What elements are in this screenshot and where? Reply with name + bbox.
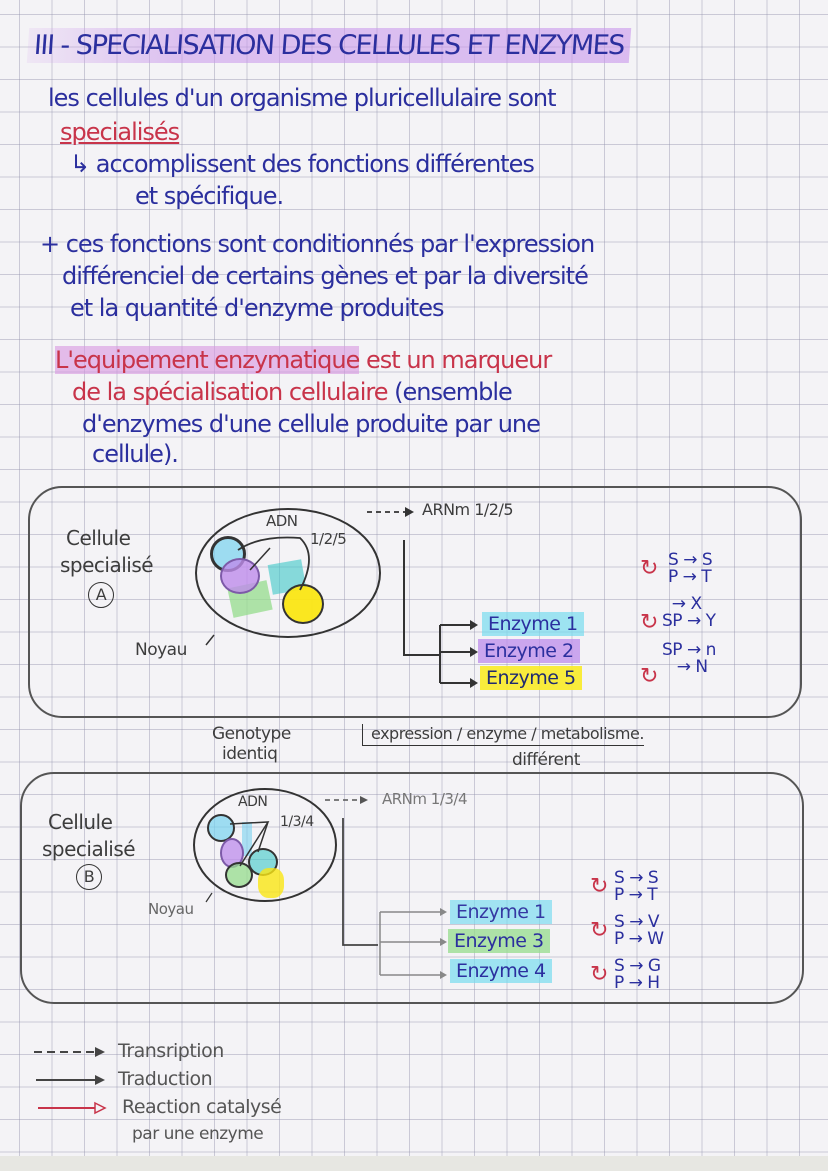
cell-a-badge: A [88, 582, 114, 608]
cell-a-enzyme-2: Enzyme 2 [478, 639, 580, 663]
cell-b-reaction-3: S → G P → H [614, 956, 661, 993]
paragraph-3-line-1 [55, 346, 551, 374]
cell-b-badge: B [76, 864, 102, 890]
enzymatic-equipment-highlight: L'equipement enzymatique [55, 346, 360, 374]
paragraph-3-line-2-rest: (ensemble [387, 378, 512, 406]
paragraph-1-line-4: et spécifique. [135, 182, 284, 210]
legend-catalysed-reaction-line-2: par une enzyme [132, 1124, 264, 1144]
cell-a-reaction-2: → X SP → Y [662, 594, 716, 631]
cell-b-enzyme-3: Enzyme 3 [448, 929, 550, 953]
specialises-term: specialisés [60, 118, 180, 146]
paragraph-1-line-1: les cellules d'un organisme pluricellulaire sont [48, 84, 556, 112]
paragraph-3-line-3: d'enzymes d'une cellule produite par une [82, 410, 540, 438]
cell-a-enzyme-5: Enzyme 5 [480, 666, 582, 690]
paragraph-2-line-2: différenciel de certains gènes et par la diversité [62, 262, 588, 290]
cell-a-nucleus-label: Noyau [135, 640, 187, 660]
gene-5-icon [258, 868, 284, 898]
catalysis-arrow-icon: ↻ [640, 556, 658, 581]
cell-b-reaction-2: S → V P → W [614, 912, 664, 949]
catalysis-arrow-icon: ↻ [590, 874, 608, 899]
cell-b-label-line-1: Cellule [48, 810, 113, 834]
cell-b-mrna-label: ARNm 1/3/4 [382, 790, 468, 808]
genotype-line-1: Genotype [212, 724, 291, 744]
cell-a-label-line-2: specialisé [60, 553, 154, 577]
cell-a-mrna-label: ARNm 1/2/5 [422, 500, 514, 519]
cell-b-dna-label: ADN [238, 794, 268, 810]
paragraph-3-line-2 [72, 378, 512, 406]
cell-a-genes-label: 1/2/5 [310, 530, 347, 548]
paragraph-3-line-4: cellule). [92, 440, 178, 468]
paper-edge [0, 1156, 828, 1171]
legend-transcription: Transription [118, 1040, 224, 1062]
paragraph-2-line-1: + ces fonctions sont conditionnés par l'expression [40, 230, 595, 258]
catalysis-arrow-icon: ↻ [590, 962, 608, 987]
cell-a-enzyme-1: Enzyme 1 [482, 612, 584, 636]
genotype-line-2: identiq [222, 744, 278, 764]
legend-arrows [0, 0, 1, 1]
legend-translation: Traduction [118, 1068, 213, 1090]
catalysis-arrow-icon: ↻ [640, 664, 658, 689]
cell-b-reaction-1: S → S P → T [614, 868, 659, 905]
cell-b-enzyme-4: Enzyme 4 [450, 959, 552, 983]
catalysis-arrow-icon: ↻ [590, 918, 608, 943]
legend-catalysed-reaction: Reaction catalysé [122, 1096, 282, 1118]
cell-b-genes-label: 1/3/4 [280, 814, 314, 830]
page-title: III - SPECIALISATION DES CELLULES ET ENZYMES [27, 28, 631, 63]
different-label: différent [512, 750, 580, 770]
cell-a-label-line-1: Cellule [66, 526, 131, 550]
paragraph-3-line-1-rest: est un marqueur [359, 346, 552, 374]
paragraph-2-line-3: et la quantité d'enzyme produites [70, 294, 444, 322]
cellular-specialisation-term: de la spécialisation cellulaire [72, 378, 388, 406]
cell-b-label-line-2: specialisé [42, 837, 136, 861]
cell-a-dna-label: ADN [266, 512, 298, 530]
expression-line: expression / enzyme / metabolisme. [362, 724, 644, 746]
paragraph-1-line-3: ↳ accomplissent des fonctions différentes [70, 150, 534, 178]
catalysis-arrow-icon: ↻ [640, 610, 658, 635]
gene-5-icon [282, 584, 324, 624]
cell-a-reaction-1: S → S P → T [668, 550, 713, 587]
gene-2-icon [220, 558, 260, 594]
cell-b-enzyme-1: Enzyme 1 [450, 900, 552, 924]
cell-b-nucleus-label: Noyau [148, 900, 194, 918]
cell-a-reaction-3: SP → n → N [662, 640, 716, 677]
